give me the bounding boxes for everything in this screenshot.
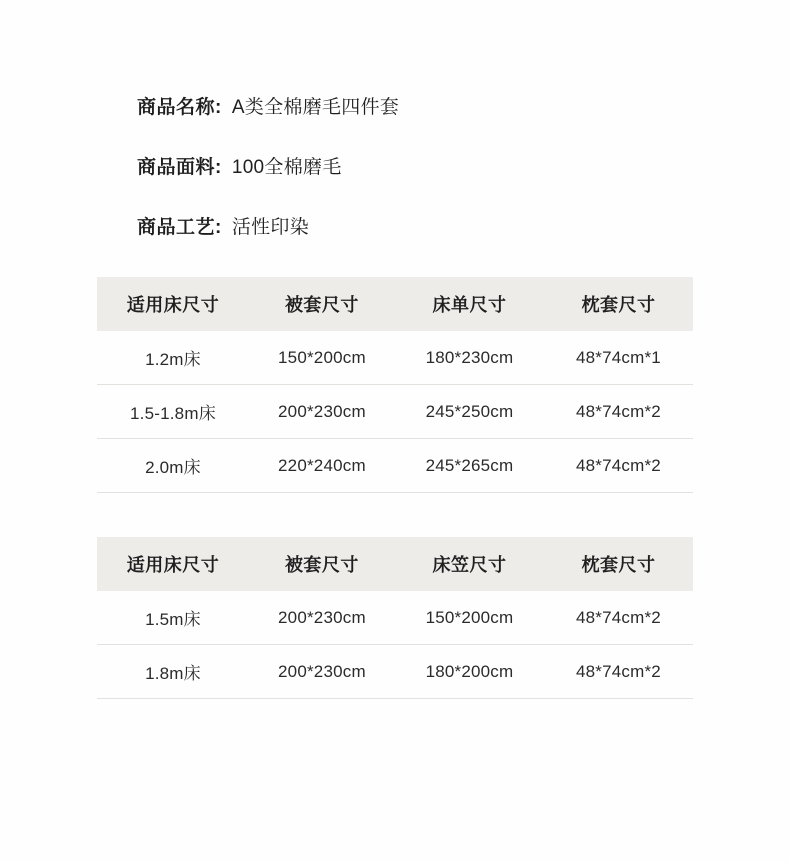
table-cell: 200*230cm — [249, 385, 395, 439]
table-cell: 180*200cm — [395, 645, 544, 699]
table-cell: 200*230cm — [249, 591, 395, 645]
spec-label: 商品名称: — [137, 97, 222, 118]
table-cell: 48*74cm*2 — [544, 645, 693, 699]
table-cell: 245*265cm — [395, 439, 544, 493]
table-head — [97, 537, 693, 591]
table-header-row — [97, 277, 693, 331]
table-header-cell: 被套尺寸 — [249, 537, 395, 591]
spec-label: 商品工艺: — [137, 217, 222, 238]
table-cell: 48*74cm*2 — [544, 591, 693, 645]
table-cell: 1.5m床 — [97, 591, 249, 645]
spec-list — [0, 0, 790, 239]
table-row — [97, 331, 693, 385]
size-table — [97, 277, 693, 493]
spec-label: 商品面料: — [137, 157, 222, 178]
table-row — [97, 645, 693, 699]
table-row — [97, 385, 693, 439]
table-header-cell: 枕套尺寸 — [544, 277, 693, 331]
table-row — [97, 591, 693, 645]
table-cell: 220*240cm — [249, 439, 395, 493]
table-cell: 48*74cm*1 — [544, 331, 693, 385]
table-cell: 48*74cm*2 — [544, 439, 693, 493]
table-cell: 1.5-1.8m床 — [97, 385, 249, 439]
table-header-row — [97, 537, 693, 591]
table-cell: 150*200cm — [395, 591, 544, 645]
size-table — [97, 537, 693, 699]
table-header-cell: 床笠尺寸 — [395, 537, 544, 591]
table-body — [97, 591, 693, 699]
table-header-cell: 适用床尺寸 — [97, 537, 249, 591]
table-cell: 1.8m床 — [97, 645, 249, 699]
table-cell: 200*230cm — [249, 645, 395, 699]
table-header-cell: 枕套尺寸 — [544, 537, 693, 591]
size-table-bedsheet — [97, 277, 693, 493]
spec-value: A类全棉磨毛四件套 — [231, 97, 400, 118]
size-table-fitted-sheet — [97, 537, 693, 699]
spec-row-name — [137, 92, 790, 119]
table-row — [97, 439, 693, 493]
spec-row-craft — [137, 212, 790, 239]
table-cell: 245*250cm — [395, 385, 544, 439]
spec-row-fabric — [137, 152, 790, 179]
table-body — [97, 331, 693, 493]
table-cell: 48*74cm*2 — [544, 385, 693, 439]
table-cell: 1.2m床 — [97, 331, 249, 385]
table-head — [97, 277, 693, 331]
table-cell: 180*230cm — [395, 331, 544, 385]
table-header-cell: 适用床尺寸 — [97, 277, 249, 331]
table-header-cell: 被套尺寸 — [249, 277, 395, 331]
table-cell: 150*200cm — [249, 331, 395, 385]
spec-value: 活性印染 — [231, 217, 310, 238]
table-cell: 2.0m床 — [97, 439, 249, 493]
table-header-cell: 床单尺寸 — [395, 277, 544, 331]
spec-value: 100全棉磨毛 — [231, 157, 342, 178]
